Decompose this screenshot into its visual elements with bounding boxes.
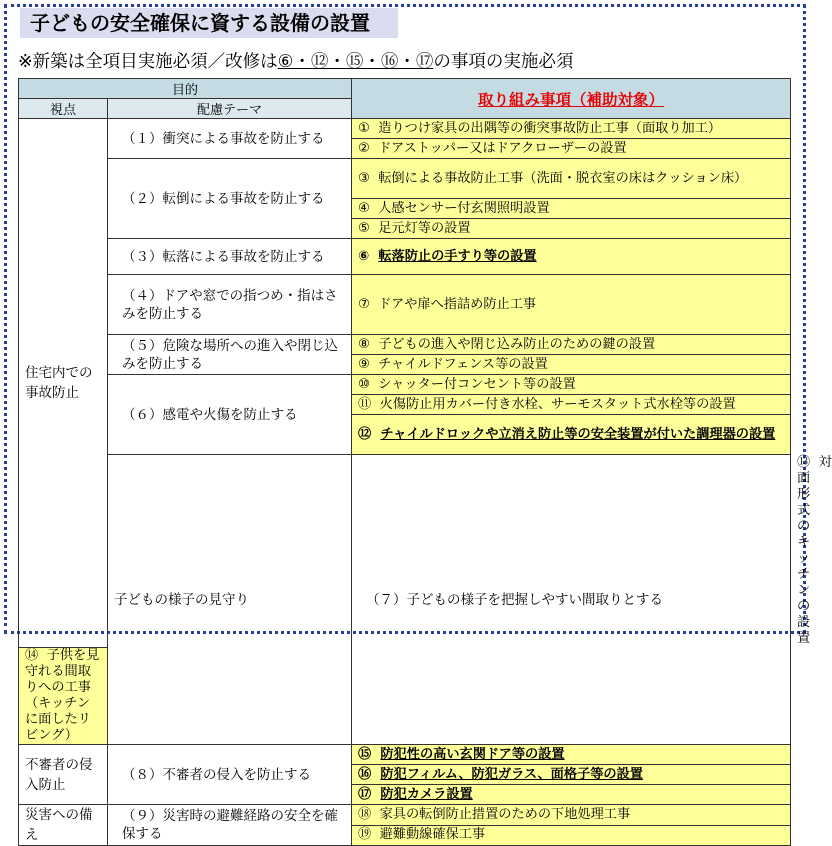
header-theme: 配慮テーマ [108,99,352,119]
item-row: ⑤ 足元灯等の設置 [352,219,791,239]
viewpoint-cell: 子どもの様子の見守り [108,455,352,745]
subtitle-prefix: ※新築は全項目実施必須／改修は [18,52,278,72]
item-row: ⑲ 避難動線確保工事 [352,825,791,846]
item-row: ⑦ ドアや扉へ指詰め防止工事 [352,275,791,335]
subtitle [18,48,573,73]
header-purpose: 目的 [19,79,352,99]
theme-cell: （３）転落による事故を防止する [108,239,352,275]
theme-cell: （５）危険な場所への進入や閉じ込みを防止する [108,335,352,375]
item-row: ① 造りつけ家具の出隅等の衝突事故防止工事（面取り加工） [352,119,791,139]
item-row: ⑥ 転落防止の手すり等の設置 [352,239,791,275]
item-row: ⑱ 家具の転倒防止措置のための下地処理工事 [352,805,791,826]
item-row: ⑯ 防犯フィルム、防犯ガラス、面格子等の設置 [352,765,791,785]
item-row: ④ 人感センサー付玄関照明設置 [352,199,791,219]
subtitle-suffix: の事項の実施必須 [433,52,574,72]
item-row: ⑨ チャイルドフェンス等の設置 [352,355,791,375]
theme-cell: （２）転倒による事故を防止する [108,159,352,239]
viewpoint-cell: 不審者の侵入防止 [19,745,108,805]
viewpoint-cell: 災害への備え [19,805,108,846]
item-row: ⑫ チャイルドロックや立消え防止等の安全装置が付いた調理器の設置 [352,415,791,455]
item-row: ② ドアストッパー又はドアクローザーの設置 [352,139,791,159]
item-row: ⑪ 火傷防止用カバー付き水栓、サーモスタット式水栓等の設置 [352,395,791,415]
item-row: ③ 転倒による事故防止工事（洗面・脱衣室の床はクッション床） [352,159,791,199]
theme-cell: （８）不審者の侵入を防止する [108,745,352,805]
item-row: ⑧ 子どもの進入や閉じ込み防止のための鍵の設置 [352,335,791,355]
header-items: 取り組み事項（補助対象） [352,79,791,119]
theme-cell: （４）ドアや窓での指つめ・指はさみを防止する [108,275,352,335]
item-row: ⑭ 子供を見守れる間取りへの工事（キッチンに面したリビング） [19,648,108,745]
theme-cell: （９）災害時の避難経路の安全を確保する [108,805,352,846]
theme-cell: （１）衝突による事故を防止する [108,119,352,159]
item-row: ⑩ シャッター付コンセント等の設置 [352,375,791,395]
measures-table: 目的 取り組み事項（補助対象） 視点 配慮テーマ 住宅内での事故防止 （１）衝突による事故を防止する ① 造りつけ家具の出隅等の衝突事故防止工事（面取り加工） ② ドアストッパー又はドアクローザーの設置 （２）転倒による事故を防止する ③ 転倒による事故防止工事（洗面・脱衣室の床はクッション床） ④ 人感センサー付玄関照明設置 ⑤ 足元灯等の設置 （３）転落による事故を防止する ⑥ 転落防止の手すり等の設置 （４）ドアや窓での指つめ・指はさみを防止する ⑦ ドアや扉へ指詰め防止工事 （５）危険な場所への進入や閉じ込みを防止する ⑧ 子どもの進入や閉じ込み防止のための鍵の設置 ⑨ チャイルドフェンス等の設置 （６）感電や火傷を防止する ⑩ シャッター付コンセント等の設置 ⑪ 火傷防止用カバー付き水栓、サーモスタット式水栓等の設置 ⑫ チャイルドロックや立消え防止等の安全装置が付いた調理器の設置 子どもの様子の見守り （７）子どもの様子を把握しやすい間取りとする ⑬ 対面形式のキッチンの設置 ⑭ 子供を見守れる間取りへの工事（キッチンに面したリビング） 不審者の侵入防止 （８）不審者の侵入を防止する ⑮ 防犯性の高い玄関ドア等の設置 ⑯ 防犯フィルム、防犯ガラス、面格子等の設置 ⑰ 防犯カメラ設置 災害への備え （９）災害時の避難経路の安全を確保する ⑱ 家具の転倒防止措置のための下地処理工事 ⑲ 避難動線確保工事 [18,78,791,846]
theme-cell: （７）子どもの様子を把握しやすい間取りとする [352,455,791,745]
item-row: ⑰ 防犯カメラ設置 [352,785,791,805]
header-viewpoint: 視点 [19,99,108,119]
theme-cell: （６）感電や火傷を防止する [108,375,352,455]
subtitle-numbers: ⑥・⑫・⑮・⑯・⑰ [277,52,434,72]
page-title: 子どもの安全確保に資する設備の設置 [20,8,398,38]
item-row: ⑮ 防犯性の高い玄関ドア等の設置 [352,745,791,765]
viewpoint-cell: 住宅内での事故防止 [19,119,108,648]
